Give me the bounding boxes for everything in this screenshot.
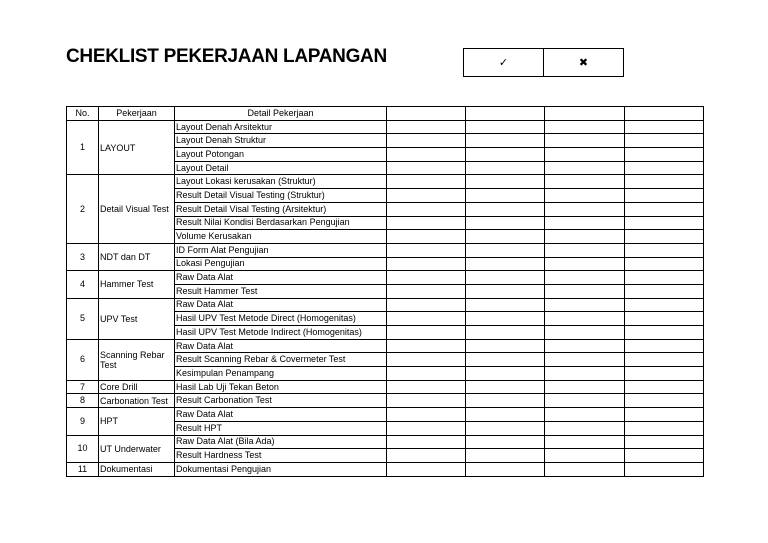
detail-item: Raw Data Alat bbox=[175, 408, 387, 422]
check-cell[interactable] bbox=[466, 298, 545, 312]
table-row bbox=[67, 120, 704, 134]
check-cell[interactable] bbox=[625, 175, 704, 189]
check-cell[interactable] bbox=[625, 134, 704, 148]
check-cell[interactable] bbox=[625, 435, 704, 449]
check-cell[interactable] bbox=[466, 161, 545, 175]
header-no: No. bbox=[67, 107, 99, 121]
check-cell[interactable] bbox=[387, 312, 466, 326]
row-number: 5 bbox=[67, 298, 99, 339]
check-cell[interactable] bbox=[545, 230, 625, 244]
job-name: LAYOUT bbox=[99, 120, 175, 175]
table-row bbox=[67, 462, 704, 476]
check-cell[interactable] bbox=[466, 380, 545, 394]
check-cell[interactable] bbox=[625, 161, 704, 175]
detail-item: Raw Data Alat bbox=[175, 271, 387, 285]
check-cell[interactable] bbox=[625, 394, 704, 408]
check-cell[interactable] bbox=[466, 175, 545, 189]
check-cell[interactable] bbox=[545, 462, 625, 476]
detail-item: Result Carbonation Test bbox=[175, 394, 387, 408]
check-cell[interactable] bbox=[466, 353, 545, 367]
detail-item: Raw Data Alat bbox=[175, 339, 387, 353]
table-row bbox=[67, 175, 704, 189]
detail-item: Result Detail Visual Testing (Struktur) bbox=[175, 189, 387, 203]
check-cell[interactable] bbox=[625, 339, 704, 353]
check-cell[interactable] bbox=[387, 298, 466, 312]
detail-item: Volume Kerusakan bbox=[175, 230, 387, 244]
check-cell[interactable] bbox=[387, 353, 466, 367]
check-cell[interactable] bbox=[625, 271, 704, 285]
check-cell[interactable] bbox=[625, 326, 704, 340]
header-check-col bbox=[387, 107, 466, 121]
check-cell[interactable] bbox=[545, 134, 625, 148]
detail-item: Result Scanning Rebar & Covermeter Test bbox=[175, 353, 387, 367]
check-cell[interactable] bbox=[625, 408, 704, 422]
check-cell[interactable] bbox=[625, 230, 704, 244]
check-cell[interactable] bbox=[466, 408, 545, 422]
check-cell[interactable] bbox=[545, 367, 625, 381]
check-cell[interactable] bbox=[387, 284, 466, 298]
table-row bbox=[67, 408, 704, 422]
check-cell[interactable] bbox=[545, 120, 625, 134]
row-number: 1 bbox=[67, 120, 99, 175]
check-cell[interactable] bbox=[545, 148, 625, 162]
check-cell[interactable] bbox=[466, 120, 545, 134]
table-row bbox=[67, 271, 704, 285]
check-cell[interactable] bbox=[545, 216, 625, 230]
check-cell[interactable] bbox=[545, 202, 625, 216]
job-name: NDT dan DT bbox=[99, 243, 175, 270]
job-name: Hammer Test bbox=[99, 271, 175, 298]
check-cell[interactable] bbox=[466, 257, 545, 271]
table-row bbox=[67, 394, 704, 408]
job-name: UPV Test bbox=[99, 298, 175, 339]
check-cell[interactable] bbox=[545, 284, 625, 298]
checklist-table bbox=[66, 106, 704, 477]
row-number: 2 bbox=[67, 175, 99, 243]
job-name: Carbonation Test bbox=[99, 394, 175, 408]
check-cell[interactable] bbox=[625, 216, 704, 230]
check-cell[interactable] bbox=[387, 257, 466, 271]
check-cell[interactable] bbox=[466, 216, 545, 230]
check-cell[interactable] bbox=[387, 421, 466, 435]
detail-item: Hasil UPV Test Metode Direct (Homogenitas) bbox=[175, 312, 387, 326]
check-cell[interactable] bbox=[387, 134, 466, 148]
check-cell[interactable] bbox=[466, 230, 545, 244]
header-row bbox=[67, 107, 704, 121]
check-cell[interactable] bbox=[545, 243, 625, 257]
job-name: UT Underwater bbox=[99, 435, 175, 462]
check-cell[interactable] bbox=[387, 202, 466, 216]
check-cell[interactable] bbox=[625, 312, 704, 326]
check-cell[interactable] bbox=[545, 298, 625, 312]
detail-item: Result Nilai Kondisi Berdasarkan Pengujian bbox=[175, 216, 387, 230]
check-cell[interactable] bbox=[545, 271, 625, 285]
detail-item: Layout Lokasi kerusakan (Struktur) bbox=[175, 175, 387, 189]
check-cell[interactable] bbox=[466, 189, 545, 203]
check-cell[interactable] bbox=[466, 462, 545, 476]
check-cell[interactable] bbox=[625, 202, 704, 216]
check-cell[interactable] bbox=[466, 312, 545, 326]
legend-table bbox=[463, 48, 624, 77]
detail-item: ID Form Alat Pengujian bbox=[175, 243, 387, 257]
job-name: Dokumentasi bbox=[99, 462, 175, 476]
check-cell[interactable] bbox=[625, 148, 704, 162]
job-name: HPT bbox=[99, 408, 175, 435]
detail-item: Layout Denah Struktur bbox=[175, 134, 387, 148]
check-cell[interactable] bbox=[625, 257, 704, 271]
check-cell[interactable] bbox=[466, 367, 545, 381]
check-cell[interactable] bbox=[545, 312, 625, 326]
check-cell[interactable] bbox=[387, 462, 466, 476]
check-cell[interactable] bbox=[545, 435, 625, 449]
job-name: Detail Visual Test bbox=[99, 175, 175, 243]
detail-item: Lokasi Pengujian bbox=[175, 257, 387, 271]
row-number: 6 bbox=[67, 339, 99, 380]
detail-item: Hasil UPV Test Metode Indirect (Homogenitas) bbox=[175, 326, 387, 340]
cross-icon: ✖ bbox=[544, 49, 624, 77]
check-cell[interactable] bbox=[625, 120, 704, 134]
detail-item: Kesimpulan Penampang bbox=[175, 367, 387, 381]
check-cell[interactable] bbox=[545, 175, 625, 189]
check-cell[interactable] bbox=[387, 161, 466, 175]
check-cell[interactable] bbox=[545, 353, 625, 367]
header-check-col bbox=[466, 107, 545, 121]
check-cell[interactable] bbox=[625, 367, 704, 381]
row-number: 3 bbox=[67, 243, 99, 270]
job-name: Scanning Rebar Test bbox=[99, 339, 175, 380]
check-cell[interactable] bbox=[387, 394, 466, 408]
header-check-col bbox=[545, 107, 625, 121]
header-job: Pekerjaan bbox=[99, 107, 175, 121]
detail-item: Layout Denah Arsitektur bbox=[175, 120, 387, 134]
detail-item: Raw Data Alat (Bila Ada) bbox=[175, 435, 387, 449]
check-cell[interactable] bbox=[545, 380, 625, 394]
check-cell[interactable] bbox=[545, 421, 625, 435]
check-cell[interactable] bbox=[625, 353, 704, 367]
check-cell[interactable] bbox=[387, 339, 466, 353]
check-cell[interactable] bbox=[387, 380, 466, 394]
check-cell[interactable] bbox=[545, 326, 625, 340]
check-cell[interactable] bbox=[387, 189, 466, 203]
detail-item: Layout Detail bbox=[175, 161, 387, 175]
check-cell[interactable] bbox=[466, 134, 545, 148]
check-cell[interactable] bbox=[545, 161, 625, 175]
detail-item: Layout Potongan bbox=[175, 148, 387, 162]
table-row bbox=[67, 380, 704, 394]
detail-item: Hasil Lab Uji Tekan Beton bbox=[175, 380, 387, 394]
check-cell[interactable] bbox=[387, 271, 466, 285]
check-cell[interactable] bbox=[387, 148, 466, 162]
row-number: 7 bbox=[67, 380, 99, 394]
check-cell[interactable] bbox=[545, 257, 625, 271]
detail-item: Dokumentasi Pengujian bbox=[175, 462, 387, 476]
check-cell[interactable] bbox=[466, 449, 545, 463]
check-cell[interactable] bbox=[625, 243, 704, 257]
row-number: 4 bbox=[67, 271, 99, 298]
check-cell[interactable] bbox=[625, 298, 704, 312]
check-cell[interactable] bbox=[466, 394, 545, 408]
check-cell[interactable] bbox=[625, 380, 704, 394]
check-cell[interactable] bbox=[387, 326, 466, 340]
row-number: 10 bbox=[67, 435, 99, 462]
header-check-col bbox=[625, 107, 704, 121]
row-number: 11 bbox=[67, 462, 99, 476]
detail-item: Result Hammer Test bbox=[175, 284, 387, 298]
table-row bbox=[67, 298, 704, 312]
check-cell[interactable] bbox=[466, 271, 545, 285]
check-cell[interactable] bbox=[466, 243, 545, 257]
detail-item: Raw Data Alat bbox=[175, 298, 387, 312]
check-cell[interactable] bbox=[387, 408, 466, 422]
check-cell[interactable] bbox=[387, 175, 466, 189]
check-cell[interactable] bbox=[387, 230, 466, 244]
check-cell[interactable] bbox=[545, 189, 625, 203]
check-cell[interactable] bbox=[545, 408, 625, 422]
check-cell[interactable] bbox=[466, 326, 545, 340]
row-number: 9 bbox=[67, 408, 99, 435]
detail-item: Result Detail Visal Testing (Arsitektur) bbox=[175, 202, 387, 216]
row-number: 8 bbox=[67, 394, 99, 408]
check-cell[interactable] bbox=[625, 284, 704, 298]
detail-item: Result HPT bbox=[175, 421, 387, 435]
table-row bbox=[67, 339, 704, 353]
detail-item: Result Hardness Test bbox=[175, 449, 387, 463]
check-cell[interactable] bbox=[625, 189, 704, 203]
table-row bbox=[67, 435, 704, 449]
header-detail: Detail Pekerjaan bbox=[175, 107, 387, 121]
check-cell[interactable] bbox=[545, 449, 625, 463]
check-cell[interactable] bbox=[466, 284, 545, 298]
check-cell[interactable] bbox=[387, 367, 466, 381]
check-cell[interactable] bbox=[545, 339, 625, 353]
check-cell[interactable] bbox=[466, 339, 545, 353]
check-cell[interactable] bbox=[387, 216, 466, 230]
check-cell[interactable] bbox=[466, 148, 545, 162]
check-cell[interactable] bbox=[625, 462, 704, 476]
check-cell[interactable] bbox=[545, 394, 625, 408]
check-cell[interactable] bbox=[466, 435, 545, 449]
check-cell[interactable] bbox=[625, 421, 704, 435]
check-cell[interactable] bbox=[387, 243, 466, 257]
check-cell[interactable] bbox=[466, 421, 545, 435]
table-row bbox=[67, 243, 704, 257]
page-title: CHEKLIST PEKERJAAN LAPANGAN bbox=[66, 46, 387, 67]
check-cell[interactable] bbox=[387, 449, 466, 463]
check-cell[interactable] bbox=[387, 120, 466, 134]
check-cell[interactable] bbox=[625, 449, 704, 463]
job-name: Core Drill bbox=[99, 380, 175, 394]
check-cell[interactable] bbox=[466, 202, 545, 216]
check-icon: ✓ bbox=[464, 49, 544, 77]
check-cell[interactable] bbox=[387, 435, 466, 449]
